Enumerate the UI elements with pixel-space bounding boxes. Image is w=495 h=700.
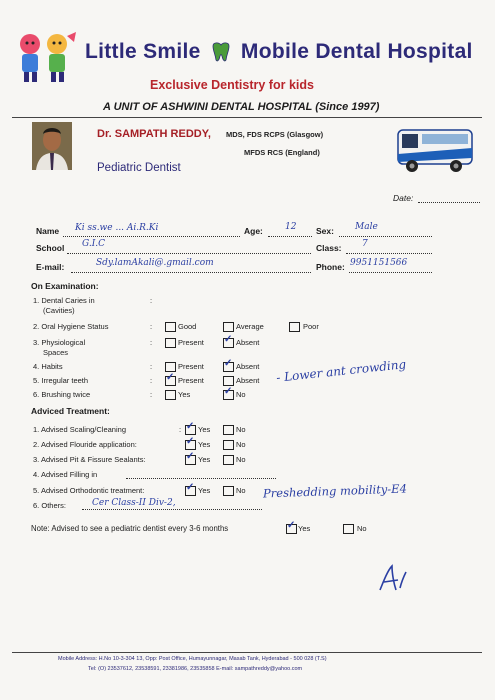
item-number: 2.: [33, 440, 40, 449]
irregular-absent-label: Absent: [236, 376, 260, 385]
brushing-no-label: No: [236, 390, 246, 399]
exam-item-5: [33, 376, 88, 385]
followup-yes-check-icon: ✓: [287, 520, 296, 531]
header-divider: [12, 117, 482, 118]
item-number: 2.: [33, 322, 40, 331]
item-label: Brushing twice: [41, 390, 91, 399]
scaling-yes-label: Yes: [198, 425, 211, 434]
followup-no-label: No: [357, 524, 367, 533]
brushing-yes-label: Yes: [178, 390, 191, 399]
item-label: Advised Flouride application:: [40, 440, 137, 449]
followup-no-checkbox[interactable]: [343, 524, 354, 534]
name-value: Ki ss.we ... Ai.R.Ki: [75, 223, 159, 233]
habits-absent-label: Absent: [236, 362, 260, 371]
exam-item-4: [33, 362, 63, 371]
doctor-signature: [372, 562, 412, 596]
school-label: School: [36, 243, 65, 253]
fluoride-no-checkbox[interactable]: [223, 440, 234, 450]
item-number: 6.: [33, 390, 40, 399]
irregular-present-check-icon: ✓: [166, 372, 175, 383]
item-label: Dental Caries in: [41, 296, 95, 305]
fluoride-no-label: No: [236, 440, 246, 449]
date-line: [418, 202, 480, 203]
spaces-absent-label: Absent: [236, 338, 260, 347]
treatment-item-1: [33, 425, 126, 434]
ortho-yes-label: Yes: [198, 486, 211, 495]
item-label: Physiological: [41, 338, 86, 347]
habits-present-label: Present: [178, 362, 204, 371]
footer-address: Mobile Address: H.No 10-3-304 13, Opp: Post Office, Humayunnagar, Masab Tank, Hyderabad - 500 028 (T.S): [58, 656, 327, 662]
email-value: Sdy.lamAkali@.gmail.com: [96, 258, 214, 268]
sex-line: [339, 236, 432, 237]
title-part-1: Little Smile: [85, 40, 201, 63]
brushing-yes-checkbox[interactable]: [165, 390, 176, 400]
exam-item-6-colon: :: [150, 390, 153, 399]
treatment-item-2: [33, 440, 137, 449]
ortho-no-checkbox[interactable]: [223, 486, 234, 496]
mobile-bus-image: [396, 124, 476, 176]
doctor-role: Pediatric Dentist: [97, 162, 181, 174]
treatment-item-6: [33, 501, 66, 510]
item-label: Others:: [41, 501, 66, 510]
item-number: 3.: [33, 338, 40, 347]
item-number: 4.: [33, 362, 40, 371]
others-value: Cer Class-II Div-2,: [92, 498, 176, 508]
exam-item-3: [33, 338, 85, 347]
hygiene-average-checkbox[interactable]: [223, 322, 234, 332]
exam-item-3-colon: :: [150, 338, 153, 347]
item-label: Oral Hygiene Status: [41, 322, 109, 331]
kids-logo: [12, 28, 80, 86]
age-line: [268, 236, 312, 237]
item-number: 1.: [33, 296, 40, 305]
spaces-absent-check-icon: ✓: [224, 334, 233, 345]
doctor-name: Dr. SAMPATH REDDY,: [97, 128, 211, 140]
hygiene-good-label: Good: [178, 322, 197, 331]
hygiene-poor-label: Poor: [303, 322, 319, 331]
date-label: Date:: [393, 193, 414, 203]
exam-item-2: [33, 322, 108, 331]
treatment-item-4: [33, 470, 97, 479]
hygiene-poor-checkbox[interactable]: [289, 322, 300, 332]
others-line: [82, 509, 262, 510]
item-label: Advised Scaling/Cleaning: [40, 425, 126, 434]
item-number: 4.: [33, 470, 40, 479]
exam-item-3-sub: Spaces: [43, 348, 69, 357]
age-label: Age:: [244, 226, 263, 236]
irregular-absent-checkbox[interactable]: [223, 376, 234, 386]
tooth-logo-icon: [209, 42, 233, 62]
exam-item-4-colon: :: [150, 362, 153, 371]
sealants-no-checkbox[interactable]: [223, 455, 234, 465]
crowding-note: - Lower ant crowding: [275, 357, 407, 385]
exam-item-1-colon: :: [150, 296, 153, 305]
item-number: 5.: [33, 376, 40, 385]
item-label: Advised Filling in: [40, 470, 98, 479]
item-number: 1.: [33, 425, 40, 434]
habits-absent-check-icon: ✓: [224, 358, 233, 369]
item-number: 5.: [33, 486, 40, 495]
name-line: [63, 236, 240, 237]
name-label: Name: [36, 226, 60, 236]
sex-label: Sex:: [316, 226, 334, 236]
class-value: 7: [362, 239, 368, 249]
item-label: Habits: [41, 362, 63, 371]
item-label: Irregular teeth: [41, 376, 89, 385]
email-line: [71, 272, 311, 273]
sealants-yes-check-icon: ✓: [186, 451, 195, 462]
mobility-note: Preshedding mobility-E4: [262, 481, 408, 501]
scaling-yes-check-icon: ✓: [186, 421, 195, 432]
footer-contact: Tel: (O) 23537612, 23538591, 23381986, 23535858 E-mail: sampathreddy@yahoo.com: [88, 666, 303, 672]
exam-item-2-colon: :: [150, 322, 153, 331]
phone-line: [349, 272, 432, 273]
phone-value: 9951151566: [350, 258, 408, 268]
followup-note: Note: Advised to see a pediatric dentist every 3-6 months: [31, 524, 229, 533]
spaces-present-label: Present: [178, 338, 204, 347]
treatment-item-3: [33, 455, 146, 464]
scaling-no-checkbox[interactable]: [223, 425, 234, 435]
exam-item-5-colon: :: [150, 376, 153, 385]
school-line: [67, 253, 311, 254]
item-label: Advised Pit & Fissure Sealants:: [40, 455, 146, 464]
item-number: 6.: [33, 501, 40, 510]
item-number: 3.: [33, 455, 40, 464]
age-value: 12: [285, 222, 297, 232]
school-value: G.I.C: [82, 239, 106, 249]
sealants-yes-label: Yes: [198, 455, 211, 464]
ortho-no-label: No: [236, 486, 246, 495]
doctor-photo: [32, 122, 72, 170]
subtitle: Exclusive Dentistry for kids: [150, 78, 314, 92]
habits-present-checkbox[interactable]: [165, 362, 176, 372]
ortho-yes-check-icon: ✓: [186, 482, 195, 493]
spaces-present-checkbox[interactable]: [165, 338, 176, 348]
fluoride-yes-label: Yes: [198, 440, 211, 449]
class-label: Class:: [316, 243, 342, 253]
class-line: [346, 253, 432, 254]
phone-label: Phone:: [316, 262, 345, 272]
fluoride-yes-check-icon: ✓: [186, 436, 195, 447]
unit-line: A UNIT OF ASHWINI DENTAL HOSPITAL (Since 1997): [103, 101, 380, 113]
sealants-no-label: No: [236, 455, 246, 464]
followup-yes-label: Yes: [298, 524, 311, 533]
examination-heading: On Examination:: [31, 281, 99, 291]
treatment-item-5: [33, 486, 144, 495]
irregular-present-label: Present: [178, 376, 204, 385]
hygiene-average-label: Average: [236, 322, 264, 331]
footer-divider: [12, 652, 482, 653]
item-label: Advised Orthodontic treatment:: [40, 486, 145, 495]
exam-item-1: [33, 296, 95, 305]
brushing-no-check-icon: ✓: [224, 386, 233, 397]
doctor-credentials-1: MDS, FDS RCPS (Glasgow): [226, 130, 324, 139]
treatment-heading: Adviced Treatment:: [31, 406, 110, 416]
email-label: E-mail:: [36, 262, 65, 272]
hospital-title: [85, 40, 473, 64]
hygiene-good-checkbox[interactable]: [165, 322, 176, 332]
scaling-no-label: No: [236, 425, 246, 434]
title-part-2: Mobile Dental Hospital: [240, 40, 473, 63]
exam-item-1-sub: (Cavities): [43, 306, 75, 315]
exam-item-6: [33, 390, 90, 399]
filling-line: [126, 478, 276, 479]
sex-value: Male: [355, 222, 378, 232]
doctor-credentials-2: MFDS RCS (England): [244, 148, 320, 157]
treatment-item-1-colon: :: [179, 425, 182, 434]
